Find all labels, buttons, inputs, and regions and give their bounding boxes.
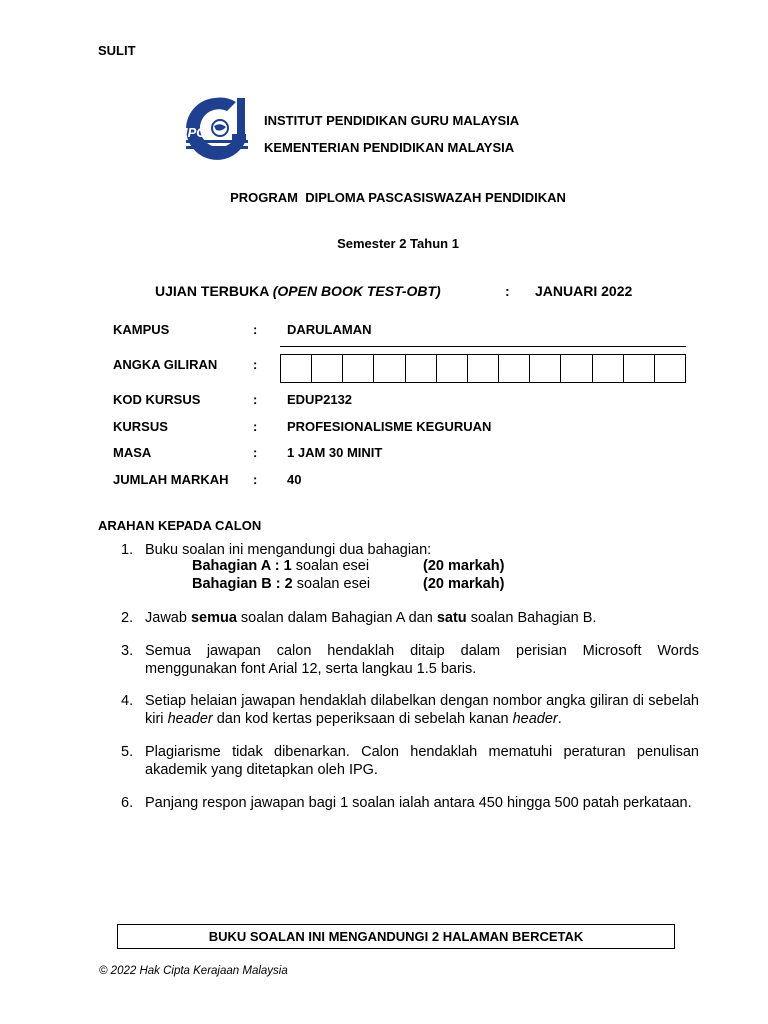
copyright-notice: © 2022 Hak Cipta Kerajaan Malaysia: [99, 965, 288, 977]
instruction-item-5: 5. Plagiarisme tidak dibenarkan. Calon hendaklah mematuhi peraturan penulisan akademik yang ditetapkan oleh IPG.: [121, 744, 699, 778]
bahagian-a-mark: (20 markah): [423, 558, 505, 574]
kursus-label: KURSUS: [113, 419, 168, 434]
page-count-box: BUKU SOALAN INI MENGANDUNGI 2 HALAMAN BERCETAK: [117, 924, 675, 949]
bahagian-b-mark: (20 markah): [423, 576, 505, 592]
kod-kursus-value: EDUP2132: [287, 392, 353, 407]
item-text: Setiap helaian jawapan hendaklah dilabelkan dengan nombor angka giliran di sebelah kiri header dan kod kertas peperiksaan di sebelah kanan header.: [145, 693, 699, 727]
kampus-underline: [280, 346, 686, 347]
instruction-item-3: 3. Semua jawapan calon hendaklah ditaip dalam perisian Microsoft Words menggunakan font Arial 12, serta langkau 1.5 baris.: [121, 643, 699, 677]
masa-value: 1 JAM 30 MINIT: [287, 445, 383, 460]
institution-name: INSTITUT PENDIDIKAN GURU MALAYSIA: [264, 113, 520, 128]
digit-box[interactable]: [593, 355, 624, 382]
digit-box[interactable]: [312, 355, 343, 382]
masa-colon: :: [253, 445, 258, 460]
svg-text:IPG: IPG: [184, 125, 207, 140]
instruction-item-2: 2. Jawab semua soalan dalam Bahagian A dan satu soalan Bahagian B.: [121, 609, 699, 627]
digit-box[interactable]: [437, 355, 468, 382]
test-date: JANUARI 2022: [535, 283, 633, 299]
semester-label: Semester 2 Tahun 1: [337, 236, 459, 251]
kod-kursus-label: KOD KURSUS: [113, 392, 201, 407]
digit-box[interactable]: [406, 355, 437, 382]
item-number: 1.: [121, 542, 134, 558]
angka-giliran-colon: :: [253, 357, 258, 372]
kursus-colon: :: [253, 419, 258, 434]
jumlah-markah-label: JUMLAH MARKAH: [113, 472, 229, 487]
kampus-label: KAMPUS: [113, 322, 170, 337]
angka-giliran-label: ANGKA GILIRAN: [113, 357, 218, 372]
digit-box[interactable]: [468, 355, 499, 382]
item-text: Buku soalan ini mengandungi dua bahagian:: [145, 542, 432, 558]
digit-box[interactable]: [561, 355, 592, 382]
instruction-item-4: 4. Setiap helaian jawapan hendaklah dilabelkan dengan nombor angka giliran di sebelah kiri header dan kod kertas peperiksaan di sebelah kanan header.: [121, 693, 699, 727]
test-colon: :: [505, 283, 510, 299]
item-text: Jawab semua soalan dalam Bahagian A dan satu soalan Bahagian B.: [145, 610, 597, 626]
ministry-name: KEMENTERIAN PENDIDIKAN MALAYSIA: [264, 140, 515, 155]
item-text: Plagiarisme tidak dibenarkan. Calon hendaklah mematuhi peraturan penulisan akademik yang ditetapkan oleh IPG.: [145, 744, 699, 778]
bahagian-a-line: Bahagian A : 1 soalan esei (20 markah): [192, 558, 505, 574]
instruction-item-1: [121, 541, 699, 559]
digit-box[interactable]: [499, 355, 530, 382]
digit-box[interactable]: [374, 355, 405, 382]
item-text: Semua jawapan calon hendaklah ditaip dalam perisian Microsoft Words menggunakan font Arial 12, serta langkau 1.5 baris.: [145, 643, 699, 677]
jumlah-markah-colon: :: [253, 472, 258, 487]
digit-box[interactable]: [281, 355, 312, 382]
angka-giliran-boxes[interactable]: [280, 354, 686, 383]
kod-kursus-colon: :: [253, 392, 258, 407]
masa-label: MASA: [113, 445, 152, 460]
bahagian-b-line: Bahagian B : 2 soalan esei (20 markah): [192, 576, 505, 592]
jumlah-markah-value: 40: [287, 472, 302, 487]
item-text: Panjang respon jawapan bagi 1 soalan ialah antara 450 hingga 500 patah perkataan.: [145, 795, 692, 811]
kampus-colon: :: [253, 322, 258, 337]
digit-box[interactable]: [530, 355, 561, 382]
test-title: UJIAN TERBUKA (OPEN BOOK TEST-OBT): [155, 283, 441, 299]
digit-box[interactable]: [343, 355, 374, 382]
program-title: PROGRAM DIPLOMA PASCASISWAZAH PENDIDIKAN: [230, 190, 566, 205]
digit-box[interactable]: [624, 355, 655, 382]
instruction-item-6: 6. Panjang respon jawapan bagi 1 soalan ialah antara 450 hingga 500 patah perkataan.: [121, 794, 699, 812]
digit-box[interactable]: [655, 355, 685, 382]
classification-label: SULIT: [98, 43, 136, 58]
instructions-heading: ARAHAN KEPADA CALON: [98, 518, 262, 533]
kursus-value: PROFESIONALISME KEGURUAN: [287, 419, 492, 434]
kampus-value: DARULAMAN: [287, 322, 372, 337]
ipg-logo: [182, 96, 248, 166]
